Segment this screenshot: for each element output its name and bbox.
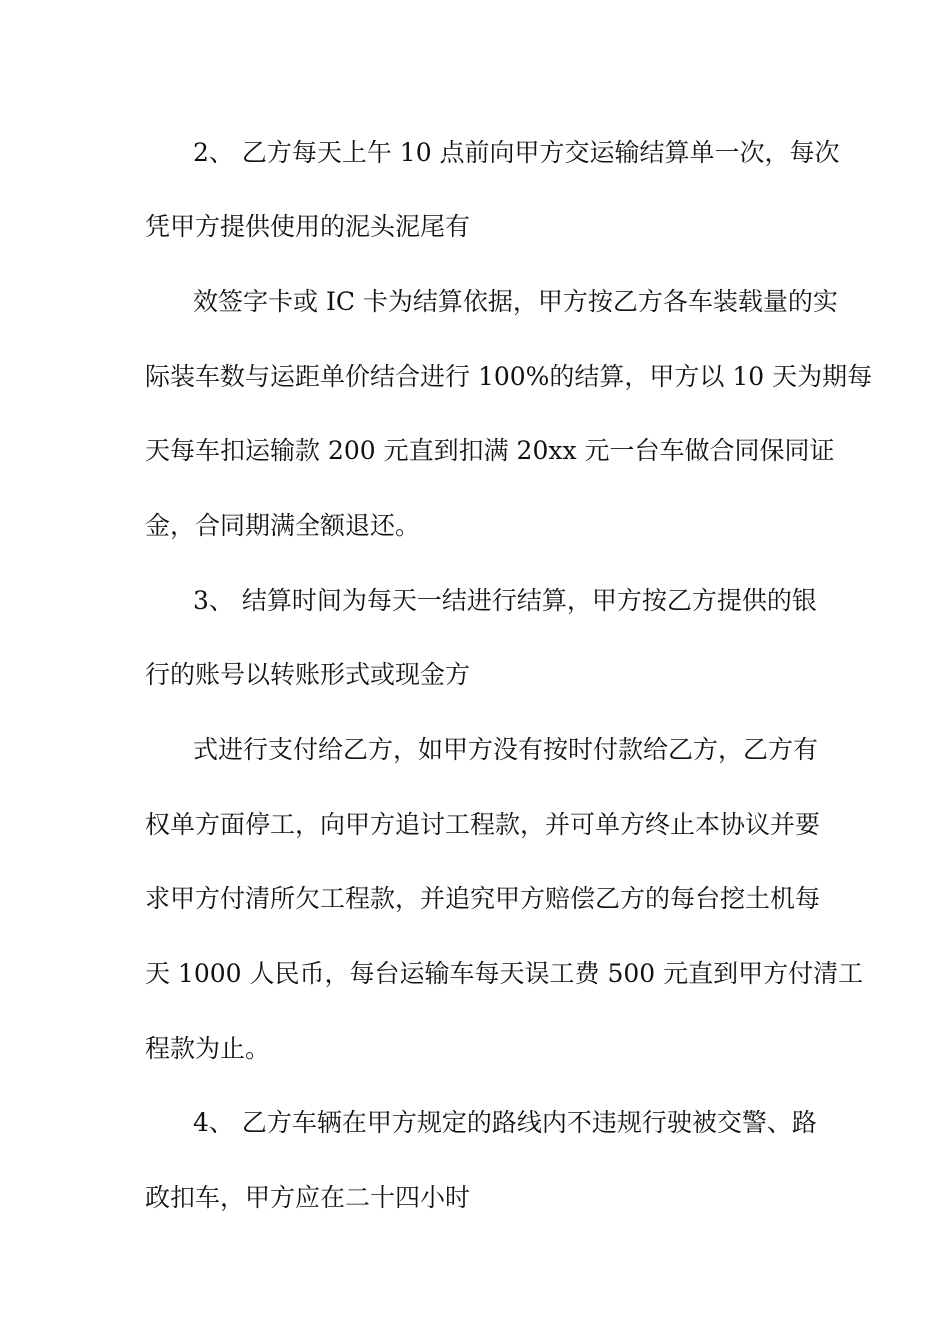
paragraph-2-line-4: 际装车数与运距单价结合进行 100%的结算，甲方以 10 天为期每 bbox=[145, 362, 873, 391]
paragraph-3-line-6: 天 1000 人民币，每台运输车每天误工费 500 元直到甲方付清工 bbox=[145, 959, 864, 988]
paragraph-2-line-6: 金，合同期满全额退还。 bbox=[145, 511, 421, 540]
paragraph-2-line-3: 效签字卡或 IC 卡为结算依据，甲方按乙方各车装载量的实 bbox=[193, 287, 838, 316]
paragraph-2-line-5: 天每车扣运输款 200 元直到扣满 20xx 元一台车做合同保同证 bbox=[145, 436, 835, 465]
paragraph-4-line-2: 政扣车，甲方应在二十四小时 bbox=[145, 1183, 471, 1212]
paragraph-3-line-3: 式进行支付给乙方，如甲方没有按时付款给乙方，乙方有 bbox=[193, 735, 819, 764]
paragraph-3-line-7: 程款为止。 bbox=[145, 1034, 271, 1063]
paragraph-3-line-1: 3、 结算时间为每天一结进行结算，甲方按乙方提供的银 bbox=[193, 586, 817, 615]
paragraph-3-line-5: 求甲方付清所欠工程款，并追究甲方赔偿乙方的每台挖土机每 bbox=[145, 884, 821, 913]
paragraph-3-line-2: 行的账号以转账形式或现金方 bbox=[145, 660, 471, 689]
paragraph-2-line-1: 2、 乙方每天上午 10 点前向甲方交运输结算单一次，每次 bbox=[193, 138, 840, 167]
paragraph-3-line-4: 权单方面停工，向甲方追讨工程款，并可单方终止本协议并要 bbox=[145, 810, 821, 839]
paragraph-4-line-1: 4、 乙方车辆在甲方规定的路线内不违规行驶被交警、路 bbox=[193, 1108, 817, 1137]
paragraph-2-line-2: 凭甲方提供使用的泥头泥尾有 bbox=[145, 212, 471, 241]
